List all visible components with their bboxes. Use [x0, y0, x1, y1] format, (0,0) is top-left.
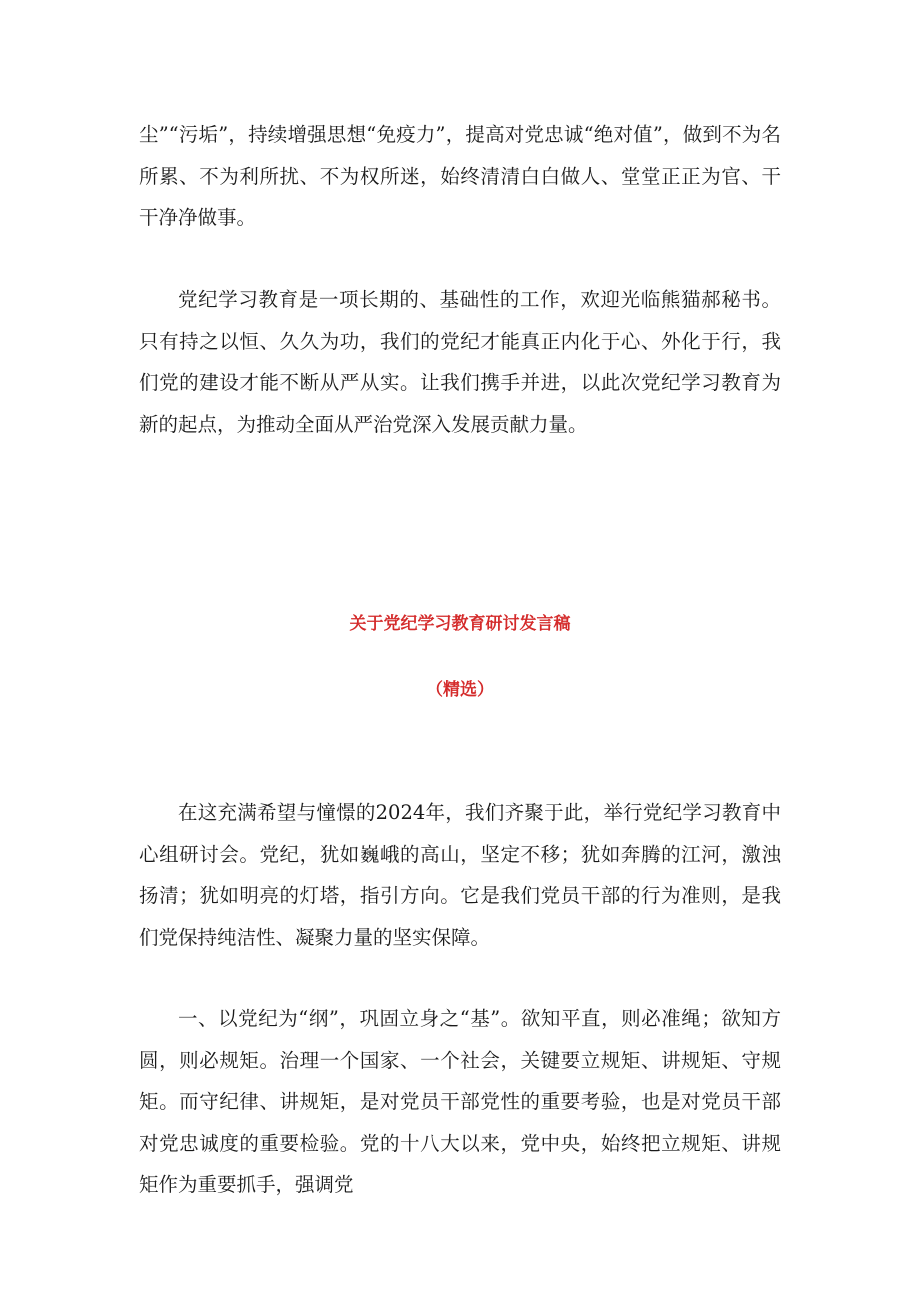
page-title: 关于党纪学习教育研讨发言稿: [349, 614, 571, 634]
paragraph-closing: 党纪学习教育是一项长期的、基础性的工作，欢迎光临熊猫郝秘书。只有持之以恒、久久为功，我们的党纪才能真正内化于心、外化于行，我们党的建设才能不断从严从实。让我们携手并进，以此次党纪学习教育为新的起点，为推动全面从严治党深入发展贡献力量。: [139, 288, 781, 436]
page-subtitle: （精选）: [426, 680, 494, 700]
paragraph-intro: 在这充满希望与憧憬的2024年，我们齐聚于此，举行党纪学习教育中心组研讨会。党纪，犹如巍峨的高山，坚定不移；犹如奔腾的江河，激浊扬清；犹如明亮的灯塔，指引方向。它是我们党员干部的行为准则，是我们党保持纯洁性、凝聚力量的坚实保障。: [139, 801, 781, 949]
paragraph-section-one: 一、以党纪为“纲”，巩固立身之“基”。欲知平直，则必准绳；欲知方圆，则必规矩。治理一个国家、一个社会，关键要立规矩、讲规矩、守规矩。而守纪律、讲规矩，是对党员干部党性的重要考验，也是对党员干部对党忠诚度的重要检验。党的十八大以来，党中央，始终把立规矩、讲规矩作为重要抓手，强调党: [139, 1007, 781, 1196]
paragraph-continuation: 尘”“污垢”，持续增强思想“免疫力”，提高对党忠诚“绝对值”，做到不为名所累、不为利所扰、不为权所迷，始终清清白白做人、堂堂正正为官、干干净净做事。: [139, 123, 781, 229]
